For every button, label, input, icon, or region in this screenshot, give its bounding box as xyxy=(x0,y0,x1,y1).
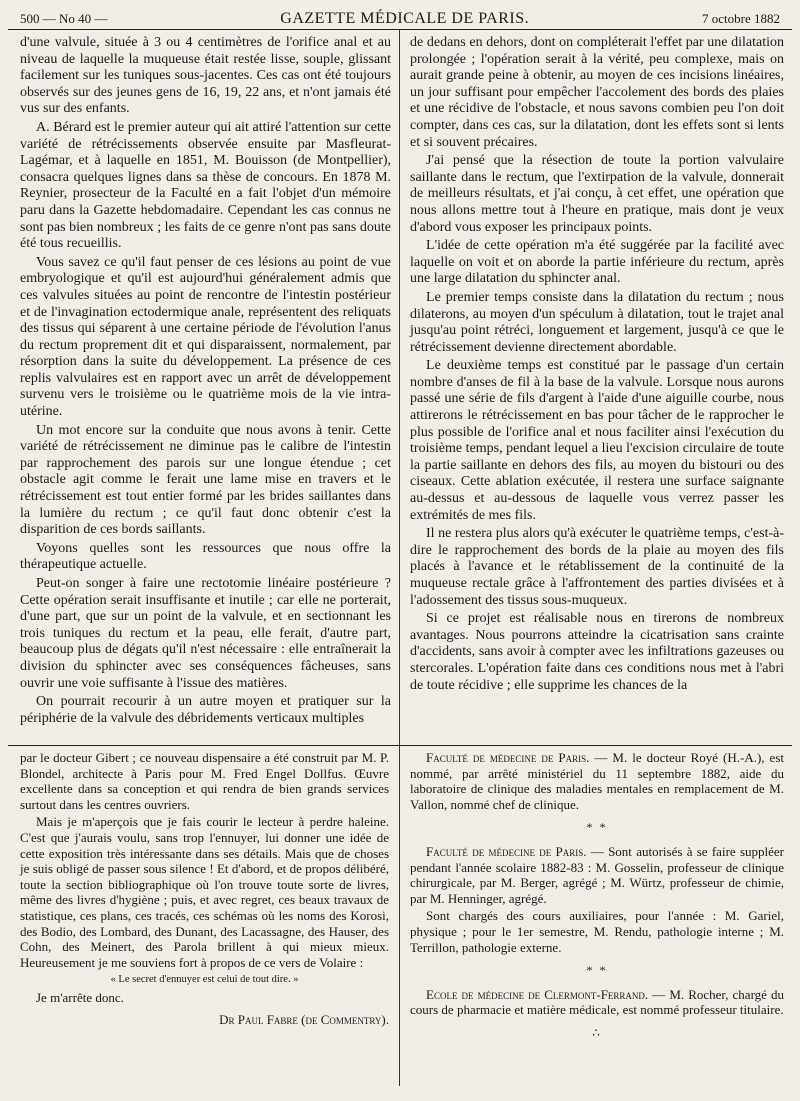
separator-stars: * * xyxy=(586,963,608,978)
news-item xyxy=(410,844,784,906)
page-number: 500 — No 40 — xyxy=(20,11,108,26)
paragraph: Il ne restera plus alors qu'à exécuter le quatrième temps, c'est-à-dire le rapprochement des bords de la plaie au moyen des fils placés à l'avance et le rétablissement de la continuité de la muqueuse rectale grâce à l'affrontement des parties divisées et à l'adossement des tissus sous-muqueux. xyxy=(410,526,784,608)
main-article xyxy=(8,30,792,746)
paragraph: L'idée de cette opération m'a été suggérée par la facilité avec laquelle on voit et on aborde la partie inférieure du rectum, après une large dilatation du sphincter anal. xyxy=(410,238,784,287)
paragraph: Vous savez ce qu'il faut penser de ces lésions au point de vue embryologique et qu'il est aujourd'hui généralement admis que ces valvules situées au point de rencontre de l'intestin postérieur et de l'invagination ectodermique anale, représentent des reliquats des tissus qui séparent à une certaine période de l'évolution l'anus du rectum proprement dit et qui disparaissent, normalement, par résorption dans la suite du développement. La présence de ces replis valvulaires est en rapport avec un arrêt de développement survenu vers le troisième ou le quatrième mois de la vie intra-utérine. xyxy=(20,254,392,420)
paragraph: J'ai pensé que la résection de toute la portion valvulaire saillante dans le rectum, que l'extirpation de la valvule, donnerait de meilleurs résultats, et j'ai conçu, à cet effet, une opération que nous allons mettre tout à l'heure en pratique, mais dont je veux d'abord vous exposer les principaux points. xyxy=(410,153,784,235)
paragraph: Mais je m'aperçois que je fais courir le lecteur à perdre haleine. C'est que j'aurais voulu, sans trop l'ennuyer, lui donner une idée de cette exposition très intéressante dans ses détails. Mais que de choses je suis obligé de passer sous silence ! Et d'abord, et de propos délibéré, toute la section bibliographique où l'on trouve toute sorte de livres, même des livres d'hygiène ; puis, et avec regret, ces beaux travaux de statistique, ces plans, ces tracés, ces schémas où les noms des Korosi, des Bodio, des Lombard, des Dunant, des Lacassagne, des Hauser, des Cohn, des Meinert, des Parola brillent à qui mieux mieux. Heureusement je me souviens fort à propos de ce vers de Volaire : xyxy=(20,814,390,970)
paragraph: Voyons quelles sont les ressources que nous offre la thérapeutique actuelle. xyxy=(20,540,392,573)
feuilleton-column xyxy=(8,746,400,1086)
paragraph: d'une valvule, située à 3 ou 4 centimètres de l'orifice anal et au niveau de laquelle la muqueuse était restée lisse, souple, glissant facilement sur les tuniques sous-jacentes. Ces cas ont été toujours observés sur des jeunes gens de 16, 19, 22 ans, et n'ont jamais été vus sur des enfants. xyxy=(20,35,392,117)
paragraph: Le premier temps consiste dans la dilatation du rectum ; nous dilaterons, au moyen d'un spéculum à dilatation, tout le trajet anal jusqu'au point rétréci, longuement et largement, jusqu'à ce que le rétrécissement devienne directement abordable. xyxy=(410,289,784,355)
news-text: — M. le docteur Royé (H.-A.), est nommé, par arrêté ministériel du 11 septembre 1882, aide du laboratoire de clinique des maladies mentales en remplacement de M. Vallon, nommé chef de clinique. xyxy=(410,750,784,812)
article-column-left xyxy=(8,30,400,745)
news-heading: Faculté de médecine de Paris. xyxy=(426,750,590,765)
news-item xyxy=(410,987,784,1018)
page-header xyxy=(8,0,792,30)
lower-section xyxy=(8,746,792,1086)
paragraph: Si ce projet est réalisable nous en tirerons de nombreux avantages. Nous pourrons atteindre la cicatrisation sans crainte d'accidents, sans avoir à compter avec les infiltrations gazeuses ou stercorales. L'opération faite dans ces conditions nous met à l'abri de toute récidive ; elle supprime les chances de la xyxy=(410,611,784,693)
paragraph: On pourrait recourir à un autre moyen et pratiquer sur la périphérie de la valvule des débridements verticaux multiples xyxy=(20,694,392,726)
news-heading: Ecole de médecine de Clermont-Ferrand. xyxy=(426,986,649,1002)
separator-dots: ∴ xyxy=(592,1025,602,1040)
news-item: Sont chargés des cours auxiliaires, pour l'année : M. Gariel, physique ; pour le 1er semestre, M. Rendu, pathologie interne ; M. Terrillon, pathologie externe. xyxy=(410,908,784,955)
news-column xyxy=(400,746,792,1086)
verse-quote: « Le secret d'ennuyer est celui de tout dire. » xyxy=(110,974,299,986)
paragraph: A. Bérard est le premier auteur qui ait attiré l'attention sur cette variété de rétrécissements observée ensuite par Masfleurat-Lagémar, et à laquelle en 1851, M. Bouisson (de Montpellier), consacra quelques lignes dans sa thèse de concours. En 1878 M. Reynier, prosecteur de la Faculté en a fait l'objet d'un mémoire paru dans la Gazette hebdomadaire. Cependant les cas connus ne sont pas bien nombreux ; les faits de ce genre n'ont pas sans doute été tous recueillis. xyxy=(20,119,392,252)
news-item xyxy=(410,750,784,812)
paragraph: Un mot encore sur la conduite que nous avons à tenir. Cette variété de rétrécissement ne diminue pas le calibre de l'intestin par rapprochement des parois sur une longue étendue ; cet obstacle agit comme le ferait une lame mise en travers et le rétrécissement est tout entier formé par les brides saillantes dans la lumière du rectum ; ce qu'il faut donc obtenir c'est la disparition de ces bords saillants. xyxy=(20,422,392,538)
paragraph: Peut-on songer à faire une rectotomie linéaire postérieure ? Cette opération serait insuffisante et inutile ; car elle ne porterait, d'une part, que sur un point de la valvule, et en sectionnant les trois tuniques du rectum et la peau, elle ferait, d'autre part, beaucoup plus de dégats qu'il n'est nécessaire : elle entraînerait la division du sphincter avec ses conséquences fâcheuses, sans ouvrir une voie suffisante à l'issue des matières. xyxy=(20,576,392,691)
separator-stars: * * xyxy=(586,820,608,835)
author-signature: Dr Paul Fabre (de Commentry). xyxy=(219,1011,390,1027)
news-text: — M. Rocher, chargé du cours de pharmacie et matière médicale, est nommé professeur titulaire. xyxy=(410,986,785,1018)
article-column-right xyxy=(400,30,792,745)
issue-date: 7 octobre 1882 xyxy=(702,11,780,26)
journal-title: GAZETTE MÉDICALE DE PARIS. xyxy=(280,10,530,27)
paragraph: de dedans en dehors, dont on compléterait l'effet par une dilatation prolongée ; l'opération serait à la vérité, peu complexe, mais on aurait grande peine à obtenir, au moyen de ces incisions linéaires, un jour suffisant pour empêcher l'accolement des bords des plaies et une récidive de l'obstacle, et nous savons combien peu l'on doit compter, dans ces cas, sur la dilatation, dont les effets sont si lents et si souvent précaires. xyxy=(410,35,784,150)
news-heading: Faculté de médecine de Paris. xyxy=(426,843,587,859)
paragraph: par le docteur Gibert ; ce nouveau dispensaire a été construit par M. P. Blondel, architecte à Paris pour M. Fred Engel Dollfus. Œuvre excellente dans sa conception et qui rendra de bien grands services surtout dans les centres ouvriers. xyxy=(20,750,390,812)
paragraph: Le deuxième temps est constitué par le passage d'un certain nombre d'anses de fil à la base de la valvule. Lorsque nous aurons passé une série de fils d'argent à l'aide d'une aiguille courbe, nous attirerons le rétrécissement en bas pour tâcher de le rapprocher le plus possible de l'orifice anal et nous faciliter ainsi l'exécution du troisième temps, pendant lequel a lieu l'excision circulaire de toute la partie saillante en dehors des fils, au moyen du bistouri ou des ciseaux. Cette ablation exécutée, il restera une surface saignante au-dessus et au-dessous de laquelle vous verrez passer les extrémités de mes fils. xyxy=(410,358,784,523)
news-text: — Sont autorisés à se faire suppléer pendant l'année scolaire 1882-83 : M. Gosselin, professeur de clinique chirurgicale, par M. Berger, agrégé ; M. Würtz, professeur de chimie, par M. Henninger, agrégé. xyxy=(410,843,784,906)
closing-line: Je m'arrête donc. xyxy=(36,989,124,1005)
